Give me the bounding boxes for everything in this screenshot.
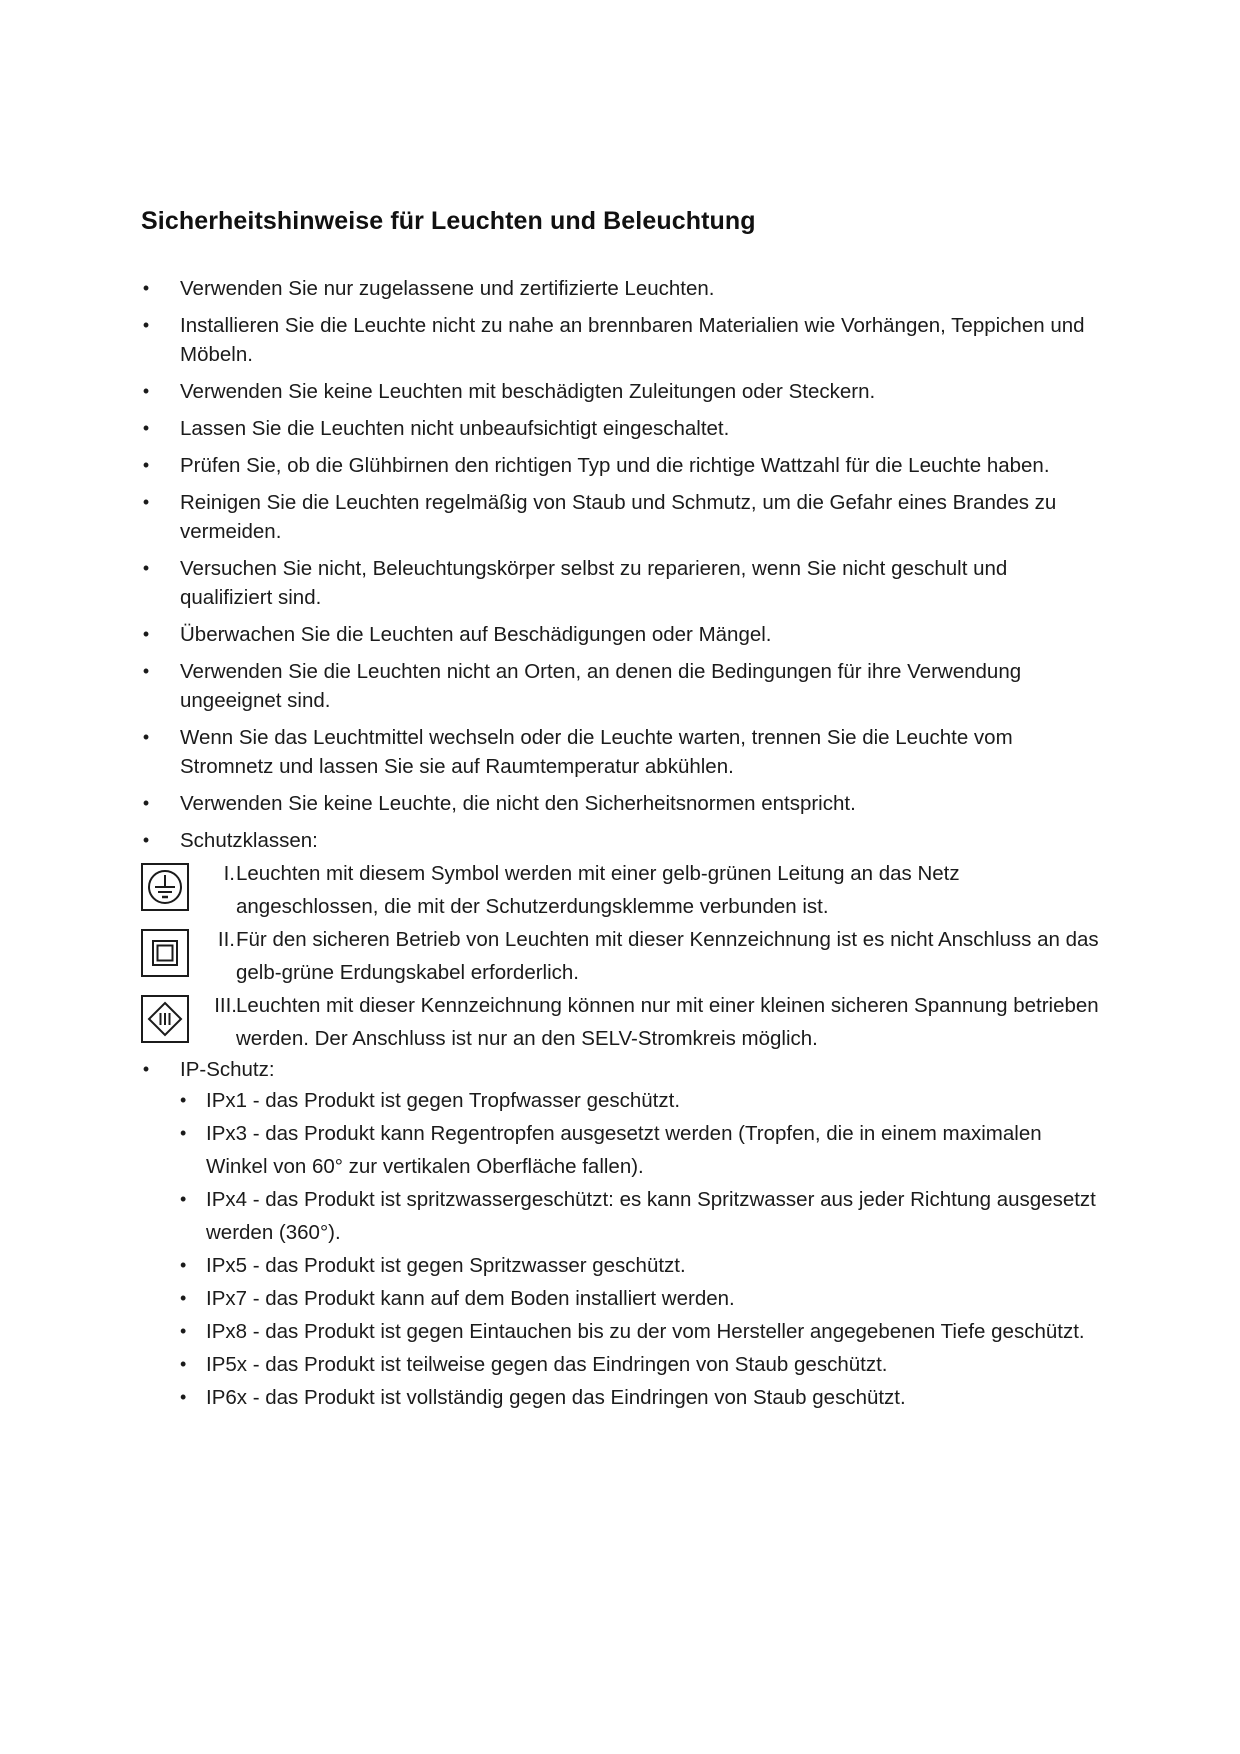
ip-rating-text: IPx1 - das Produkt ist gegen Tropfwasser geschützt. bbox=[206, 1089, 681, 1112]
list-item-text: Lassen Sie die Leuchten nicht unbeaufsichtigt eingeschaltet. bbox=[180, 417, 730, 440]
list-item bbox=[141, 789, 1101, 818]
list-item bbox=[141, 274, 1101, 303]
ip-rating-text: IPx5 - das Produkt ist gegen Spritzwasser geschützt. bbox=[206, 1254, 686, 1277]
list-item bbox=[141, 414, 1101, 443]
page-title: Sicherheitshinweise für Leuchten und Beleuchtung bbox=[141, 207, 756, 235]
protection-class-item bbox=[141, 923, 1101, 989]
list-item-text: Versuchen Sie nicht, Beleuchtungskörper selbst zu reparieren, wenn Sie nicht geschult und qualifiziert sind. bbox=[180, 557, 1008, 609]
ip-rating-list bbox=[180, 1084, 1101, 1414]
safety-list bbox=[141, 274, 1101, 1422]
bullet-icon: • bbox=[142, 1059, 150, 1079]
bullet-icon: • bbox=[142, 793, 150, 813]
list-item-text: Verwenden Sie keine Leuchte, die nicht den Sicherheitsnormen entspricht. bbox=[180, 792, 856, 815]
list-item bbox=[141, 554, 1101, 612]
class-description: Leuchten mit dieser Kennzeichnung können nur mit einer kleinen sicheren Spannung betrieben werden. Der Anschluss ist nur an den SELV-Stromkreis möglich. bbox=[236, 994, 1099, 1050]
list-item-text: Wenn Sie das Leuchtmittel wechseln oder die Leuchte warten, trennen Sie die Leuchte vom Stromnetz und lassen Sie sie auf Raumtemperatur abkühlen. bbox=[180, 726, 1013, 778]
bullet-icon: • bbox=[142, 492, 150, 512]
list-item bbox=[141, 488, 1101, 546]
ip-rating-text: IP5x - das Produkt ist teilweise gegen das Eindringen von Staub geschützt. bbox=[206, 1353, 888, 1376]
bullet-icon: • bbox=[142, 727, 150, 747]
ip-rating-text: IPx7 - das Produkt kann auf dem Boden installiert werden. bbox=[206, 1287, 735, 1310]
double-insulation-icon bbox=[141, 929, 189, 977]
ip-rating-item bbox=[180, 1282, 1101, 1315]
list-item bbox=[141, 620, 1101, 649]
list-item bbox=[141, 723, 1101, 781]
ip-rating-text: IPx8 - das Produkt ist gegen Eintauchen bis zu der vom Hersteller angegebenen Tiefe geschützt. bbox=[206, 1320, 1085, 1343]
ip-rating-item bbox=[180, 1381, 1101, 1414]
protection-class-list bbox=[141, 857, 1101, 1055]
ip-rating-text: IP6x - das Produkt ist vollständig gegen das Eindringen von Staub geschützt. bbox=[206, 1386, 906, 1409]
list-item-text: Überwachen Sie die Leuchten auf Beschädigungen oder Mängel. bbox=[180, 623, 772, 646]
list-item-text: Verwenden Sie keine Leuchten mit beschädigten Zuleitungen oder Steckern. bbox=[180, 380, 876, 403]
protection-classes-section bbox=[141, 826, 1101, 1055]
list-item bbox=[141, 451, 1101, 480]
ip-rating-text: IPx4 - das Produkt ist spritzwassergeschützt: es kann Spritzwasser aus jeder Richtung ausgesetzt werden (360°). bbox=[206, 1188, 1096, 1244]
list-item-text: Reinigen Sie die Leuchten regelmäßig von Staub und Schmutz, um die Gefahr eines Brandes zu vermeiden. bbox=[180, 491, 1057, 543]
bullet-icon: • bbox=[142, 315, 150, 335]
bullet-icon: • bbox=[142, 624, 150, 644]
bullet-icon: • bbox=[142, 558, 150, 578]
bullet-icon: • bbox=[180, 1354, 187, 1374]
bullet-icon: • bbox=[180, 1321, 187, 1341]
protection-class-item bbox=[141, 857, 1101, 923]
bullet-icon: • bbox=[142, 661, 150, 681]
class-numeral: I. bbox=[223, 862, 235, 885]
bullet-icon: • bbox=[142, 455, 150, 475]
ip-rating-item bbox=[180, 1183, 1101, 1249]
class-numeral: III. bbox=[214, 994, 237, 1017]
selv-class-iii-icon bbox=[141, 995, 189, 1043]
bullet-icon: • bbox=[180, 1387, 187, 1407]
ip-rating-item bbox=[180, 1249, 1101, 1282]
list-item bbox=[141, 377, 1101, 406]
list-item-text: Verwenden Sie die Leuchten nicht an Orten, an denen die Bedingungen für ihre Verwendung ungeeignet sind. bbox=[180, 660, 1022, 712]
ip-rating-item bbox=[180, 1315, 1101, 1348]
protection-classes-heading: Schutzklassen: bbox=[180, 829, 318, 852]
ip-rating-text: IPx3 - das Produkt kann Regentropfen ausgesetzt werden (Tropfen, die in einem maximalen Winkel von 60° zur vertikalen Oberfläche fallen). bbox=[206, 1122, 1042, 1178]
class-description: Für den sicheren Betrieb von Leuchten mit dieser Kennzeichnung ist es nicht Anschluss an das gelb-grüne Erdungskabel erforderlich. bbox=[236, 928, 1099, 984]
list-item-text: Prüfen Sie, ob die Glühbirnen den richtigen Typ und die richtige Wattzahl für die Leuchte haben. bbox=[180, 454, 1050, 477]
class-numeral: II. bbox=[217, 928, 235, 951]
bullet-icon: • bbox=[142, 418, 150, 438]
class-description: Leuchten mit diesem Symbol werden mit einer gelb-grünen Leitung an das Netz angeschlossen, die mit der Schutzerdungsklemme verbunden ist. bbox=[236, 862, 960, 918]
ip-protection-section bbox=[141, 1055, 1101, 1414]
ip-protection-heading: IP-Schutz: bbox=[180, 1058, 275, 1081]
protection-class-item bbox=[141, 989, 1101, 1055]
list-item bbox=[141, 311, 1101, 369]
protective-earth-icon bbox=[141, 863, 189, 911]
ip-rating-item bbox=[180, 1117, 1101, 1183]
bullet-icon: • bbox=[180, 1090, 187, 1110]
bullet-icon: • bbox=[180, 1288, 187, 1308]
list-item bbox=[141, 657, 1101, 715]
bullet-icon: • bbox=[180, 1189, 187, 1209]
bullet-icon: • bbox=[180, 1255, 187, 1275]
ip-rating-item bbox=[180, 1084, 1101, 1117]
bullet-icon: • bbox=[180, 1123, 187, 1143]
list-item-text: Installieren Sie die Leuchte nicht zu nahe an brennbaren Materialien wie Vorhängen, Teppichen und Möbeln. bbox=[180, 314, 1085, 366]
ip-rating-item bbox=[180, 1348, 1101, 1381]
bullet-icon: • bbox=[142, 830, 150, 850]
list-item-text: Verwenden Sie nur zugelassene und zertifizierte Leuchten. bbox=[180, 277, 715, 300]
bullet-icon: • bbox=[142, 278, 150, 298]
bullet-icon: • bbox=[142, 381, 150, 401]
